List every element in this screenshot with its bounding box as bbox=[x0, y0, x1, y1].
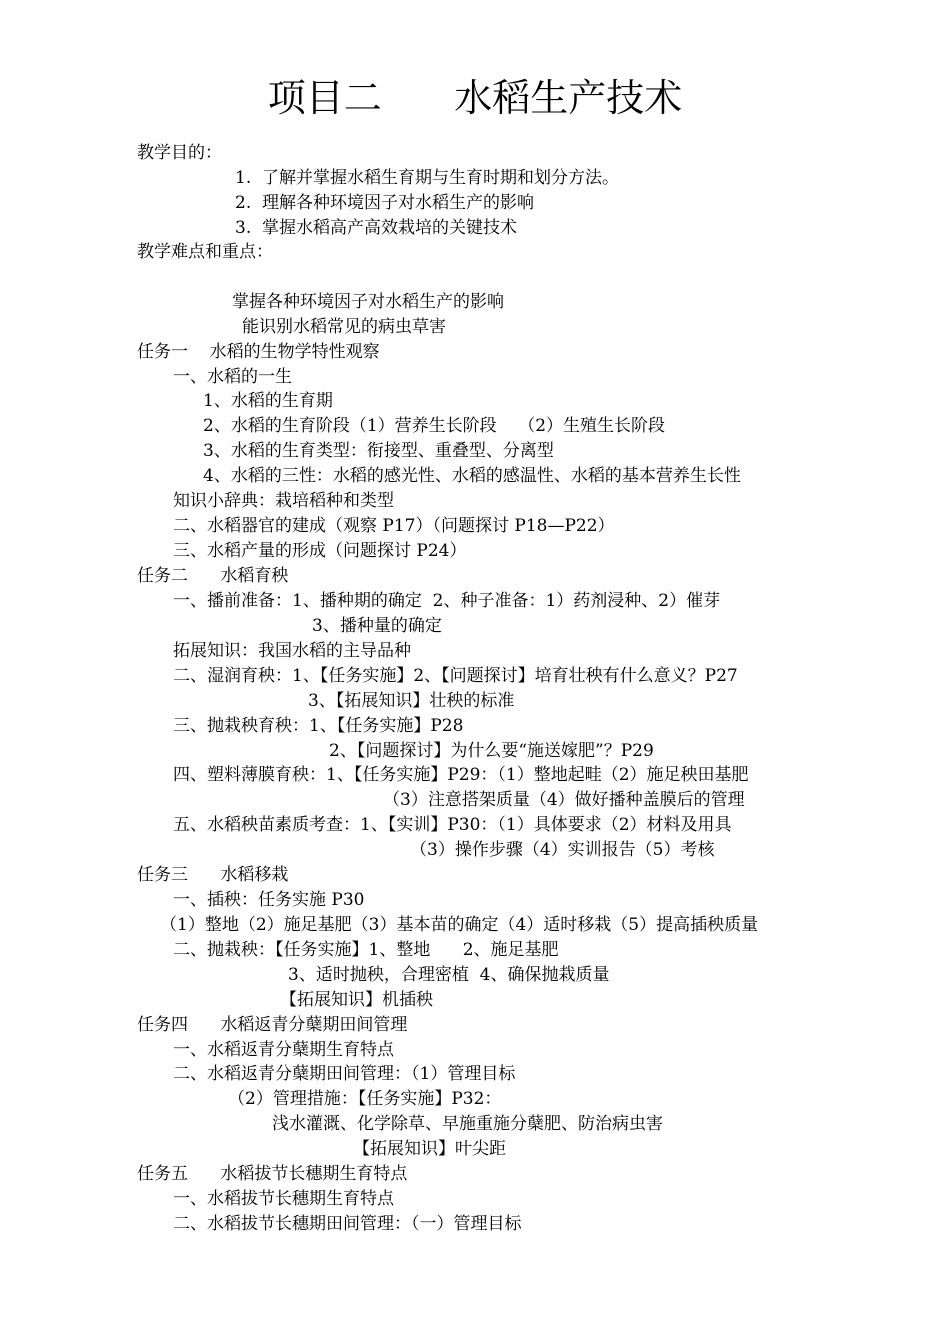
section-heading-objectives: 教学目的： bbox=[137, 143, 222, 163]
task-heading: 任务一 水稻的生物学特性观察 bbox=[137, 342, 380, 362]
outline-item: 拓展知识：我国水稻的主导品种 bbox=[173, 641, 411, 661]
outline-item: 浅水灌溉、化学除草、早施重施分蘖肥、防治病虫害 bbox=[272, 1114, 663, 1134]
outline-item: 二、水稻返青分蘖期田间管理：（1）管理目标 bbox=[173, 1064, 516, 1084]
task-heading: 任务二 水稻育秧 bbox=[137, 566, 289, 586]
outline-item: 3、水稻的生育类型：衔接型、重叠型、分离型 bbox=[203, 441, 554, 461]
outline-item: 2、水稻的生育阶段（1）营养生长阶段 （2）生殖生长阶段 bbox=[203, 416, 666, 436]
outline-item: 一、水稻的一生 bbox=[173, 367, 292, 387]
outline-item: 二、湿润育秧：1、【任务实施】2、【问题探讨】培育壮秧有什么意义？P27 bbox=[173, 666, 738, 686]
outline-item: 2、【问题探讨】为什么要“施送嫁肥”？P29 bbox=[329, 741, 654, 761]
outline-item: 五、水稻秧苗素质考查：1、【实训】P30：（1）具体要求（2）材料及用具 bbox=[173, 815, 732, 835]
section-heading-key-points: 教学难点和重点： bbox=[137, 242, 273, 262]
outline-item: 1、水稻的生育期 bbox=[203, 391, 333, 411]
outline-item: （1）整地（2）施足基肥（3）基本苗的确定（4）适时移栽（5）提高插秧质量 bbox=[160, 915, 759, 935]
outline-item: 3、播种量的确定 bbox=[312, 616, 442, 636]
outline-item: 一、水稻拔节长穗期生育特点 bbox=[173, 1189, 394, 1209]
outline-item: 二、水稻拔节长穗期田间管理：（一）管理目标 bbox=[173, 1214, 522, 1234]
outline-item: 三、水稻产量的形成（问题探讨 P24） bbox=[173, 541, 467, 561]
task-heading: 任务三 水稻移栽 bbox=[137, 865, 289, 885]
outline-item: 【拓展知识】叶尖距 bbox=[353, 1139, 506, 1159]
task-heading: 任务五 水稻拔节长穗期生育特点 bbox=[137, 1164, 408, 1184]
key-point-item: 掌握各种环境因子对水稻生产的影响 bbox=[232, 292, 504, 312]
outline-item: 3、适时抛秧，合理密植 4、确保抛栽质量 bbox=[288, 965, 610, 985]
objective-item: 1. 了解并掌握水稻生育期与生育时期和划分方法。 bbox=[235, 168, 620, 188]
outline-item: 一、水稻返青分蘖期生育特点 bbox=[173, 1040, 394, 1060]
outline-item: 四、塑料薄膜育秧：1、【任务实施】P29：（1）整地起畦（2）施足秧田基肥 bbox=[173, 765, 749, 785]
key-point-item: 能识别水稻常见的病虫草害 bbox=[242, 317, 446, 337]
objective-item: 3. 掌握水稻高产高效栽培的关键技术 bbox=[235, 218, 518, 238]
outline-item: 【拓展知识】机插秧 bbox=[280, 990, 433, 1010]
outline-item: 知识小辞典：栽培稻种和类型 bbox=[173, 491, 394, 511]
objective-item: 2. 理解各种环境因子对水稻生产的影响 bbox=[235, 193, 535, 213]
outline-item: 二、抛栽秧：【任务实施】1、整地 2、施足基肥 bbox=[173, 940, 559, 960]
outline-item: （3）注意搭架质量（4）做好播种盖膜后的管理 bbox=[383, 790, 745, 810]
outline-item: 一、播前准备：1、播种期的确定 2、种子准备：1）药剂浸种、2）催芽 bbox=[173, 591, 721, 611]
outline-item: 4、水稻的三性：水稻的感光性、水稻的感温性、水稻的基本营养生长性 bbox=[203, 466, 741, 486]
outline-item: 一、插秧：任务实施 P30 bbox=[173, 890, 365, 910]
outline-item: 三、抛栽秧育秧：1、【任务实施】P28 bbox=[173, 716, 464, 736]
document-title: 项目二 水稻生产技术 bbox=[267, 76, 683, 120]
task-heading: 任务四 水稻返青分蘖期田间管理 bbox=[137, 1015, 408, 1035]
outline-item: （2）管理措施：【任务实施】P32： bbox=[228, 1089, 502, 1109]
outline-item: （3）操作步骤（4）实训报告（5）考核 bbox=[410, 840, 715, 860]
outline-item: 二、水稻器官的建成（观察 P17）（问题探讨 P18—P22） bbox=[173, 516, 615, 536]
outline-item: 3、【拓展知识】壮秧的标准 bbox=[308, 691, 515, 711]
